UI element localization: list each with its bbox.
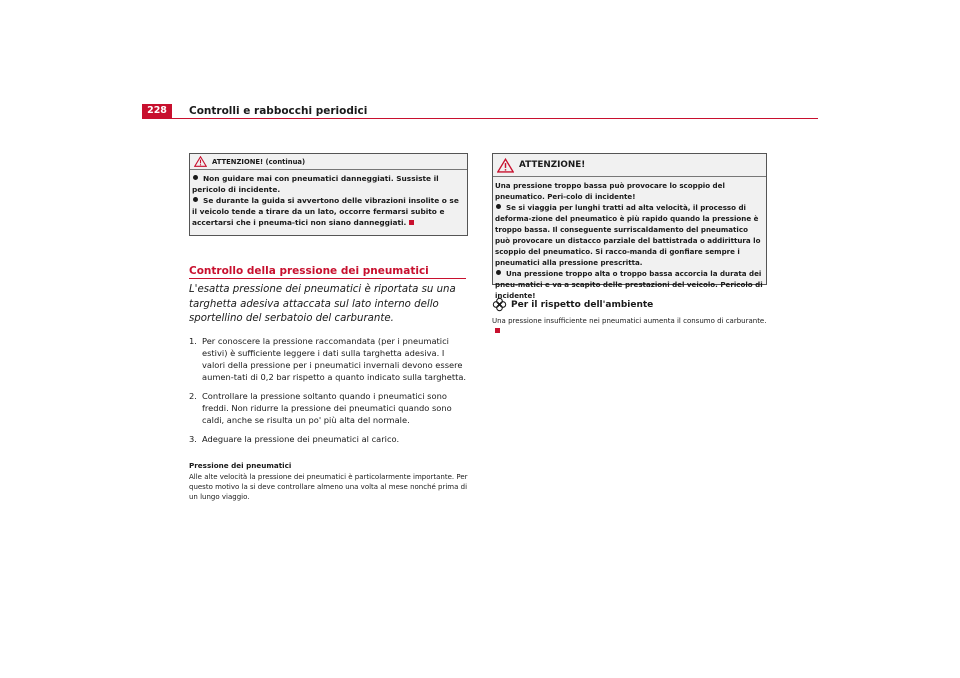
environment-title: Per il rispetto dell'ambiente — [511, 299, 654, 310]
subsection-title: Pressione dei pneumatici — [189, 461, 292, 470]
warning-item: Se si viaggia per lunghi tratti ad alta velocità, il processo di deforma-zione del pneumatico è più rapido quando la pressione è troppo bassa. Il conseguente surriscaldamento del pneumatico può provocare un distacco parziale del battistrada o addirittura lo scoppio del pneumatico. Si racco-manda di gonfiare sempre i pneumatici alla pressione prescritta. — [495, 203, 761, 267]
bullet-icon — [496, 204, 501, 209]
environment-text: Una pressione insufficiente nei pneumatici aumenta il consumo di carburante. — [492, 316, 772, 336]
bullet-icon — [193, 175, 198, 180]
warning-box-continued — [189, 153, 468, 236]
warning-body — [190, 170, 467, 232]
warning-body — [493, 177, 766, 305]
header-divider — [142, 118, 818, 119]
bullet-icon — [496, 270, 501, 275]
bullet-icon — [193, 197, 198, 202]
end-square-icon — [495, 328, 500, 333]
warning-heading: ATTENZIONE! (continua) — [212, 157, 306, 166]
flower-environment-icon — [492, 297, 507, 312]
warning-item: Una pressione troppo alta o troppo bassa accorcia la durata dei pneu-matici e va a scapito delle prestazioni del veicolo. Pericolo di incidente! — [495, 269, 763, 300]
page-number: 228 — [142, 104, 172, 118]
list-item: 1. Per conoscere la pressione raccomandata (per i pneumatici estivi) è sufficiente leggere i dati sulla targhetta adesiva. I valori della pressione per i pneumatici invernali devono essere aumen-tati di 0,2 bar rispetto a quanto indicato sulla targhetta. — [189, 336, 467, 382]
warning-box-main — [492, 153, 767, 300]
section-title: Controllo della pressione dei pneumatici — [189, 265, 429, 277]
end-square-icon — [409, 220, 414, 225]
section-divider — [189, 278, 466, 279]
subsection-text: Alle alte velocità la pressione dei pneumatici è particolarmente importante. Per questo motivo la si deve controllare almeno una volta al mese nonché prima di un lungo viaggio. — [189, 473, 468, 501]
warning-lead: Una pressione troppo bassa può provocare lo scoppio del pneumatico. Peri-colo di incidente! — [495, 181, 725, 201]
warning-item: Se durante la guida si avvertono delle vibrazioni insolite o se il veicolo tende a tirare da un lato, occorre fermarsi subito e accertarsi che i pneuma-tici non siano danneggiati. — [192, 196, 459, 227]
warning-triangle-icon — [497, 158, 514, 173]
list-item: 2. Controllare la pressione soltanto quando i pneumatici sono freddi. Non ridurre la pressione dei pneumatici quando sono caldi, anche se risulta un po' più alta del normale. — [189, 391, 452, 425]
warning-triangle-icon — [194, 156, 207, 167]
section-intro: L'esatta pressione dei pneumatici è riportata su una targhetta adesiva attaccata sul lato interno dello sportellino del serbatoio del carburante. — [189, 284, 456, 324]
warning-header — [190, 154, 467, 170]
page-header-title: Controlli e rabbocchi periodici — [189, 105, 368, 117]
list-item: 3. Adeguare la pressione dei pneumatici al carico. — [189, 434, 400, 444]
warning-item: Non guidare mai con pneumatici danneggiati. Sussiste il pericolo di incidente. — [192, 174, 439, 194]
steps-list — [189, 335, 469, 452]
warning-heading: ATTENZIONE! — [519, 160, 586, 170]
warning-header — [493, 154, 766, 177]
environment-header — [492, 297, 653, 312]
